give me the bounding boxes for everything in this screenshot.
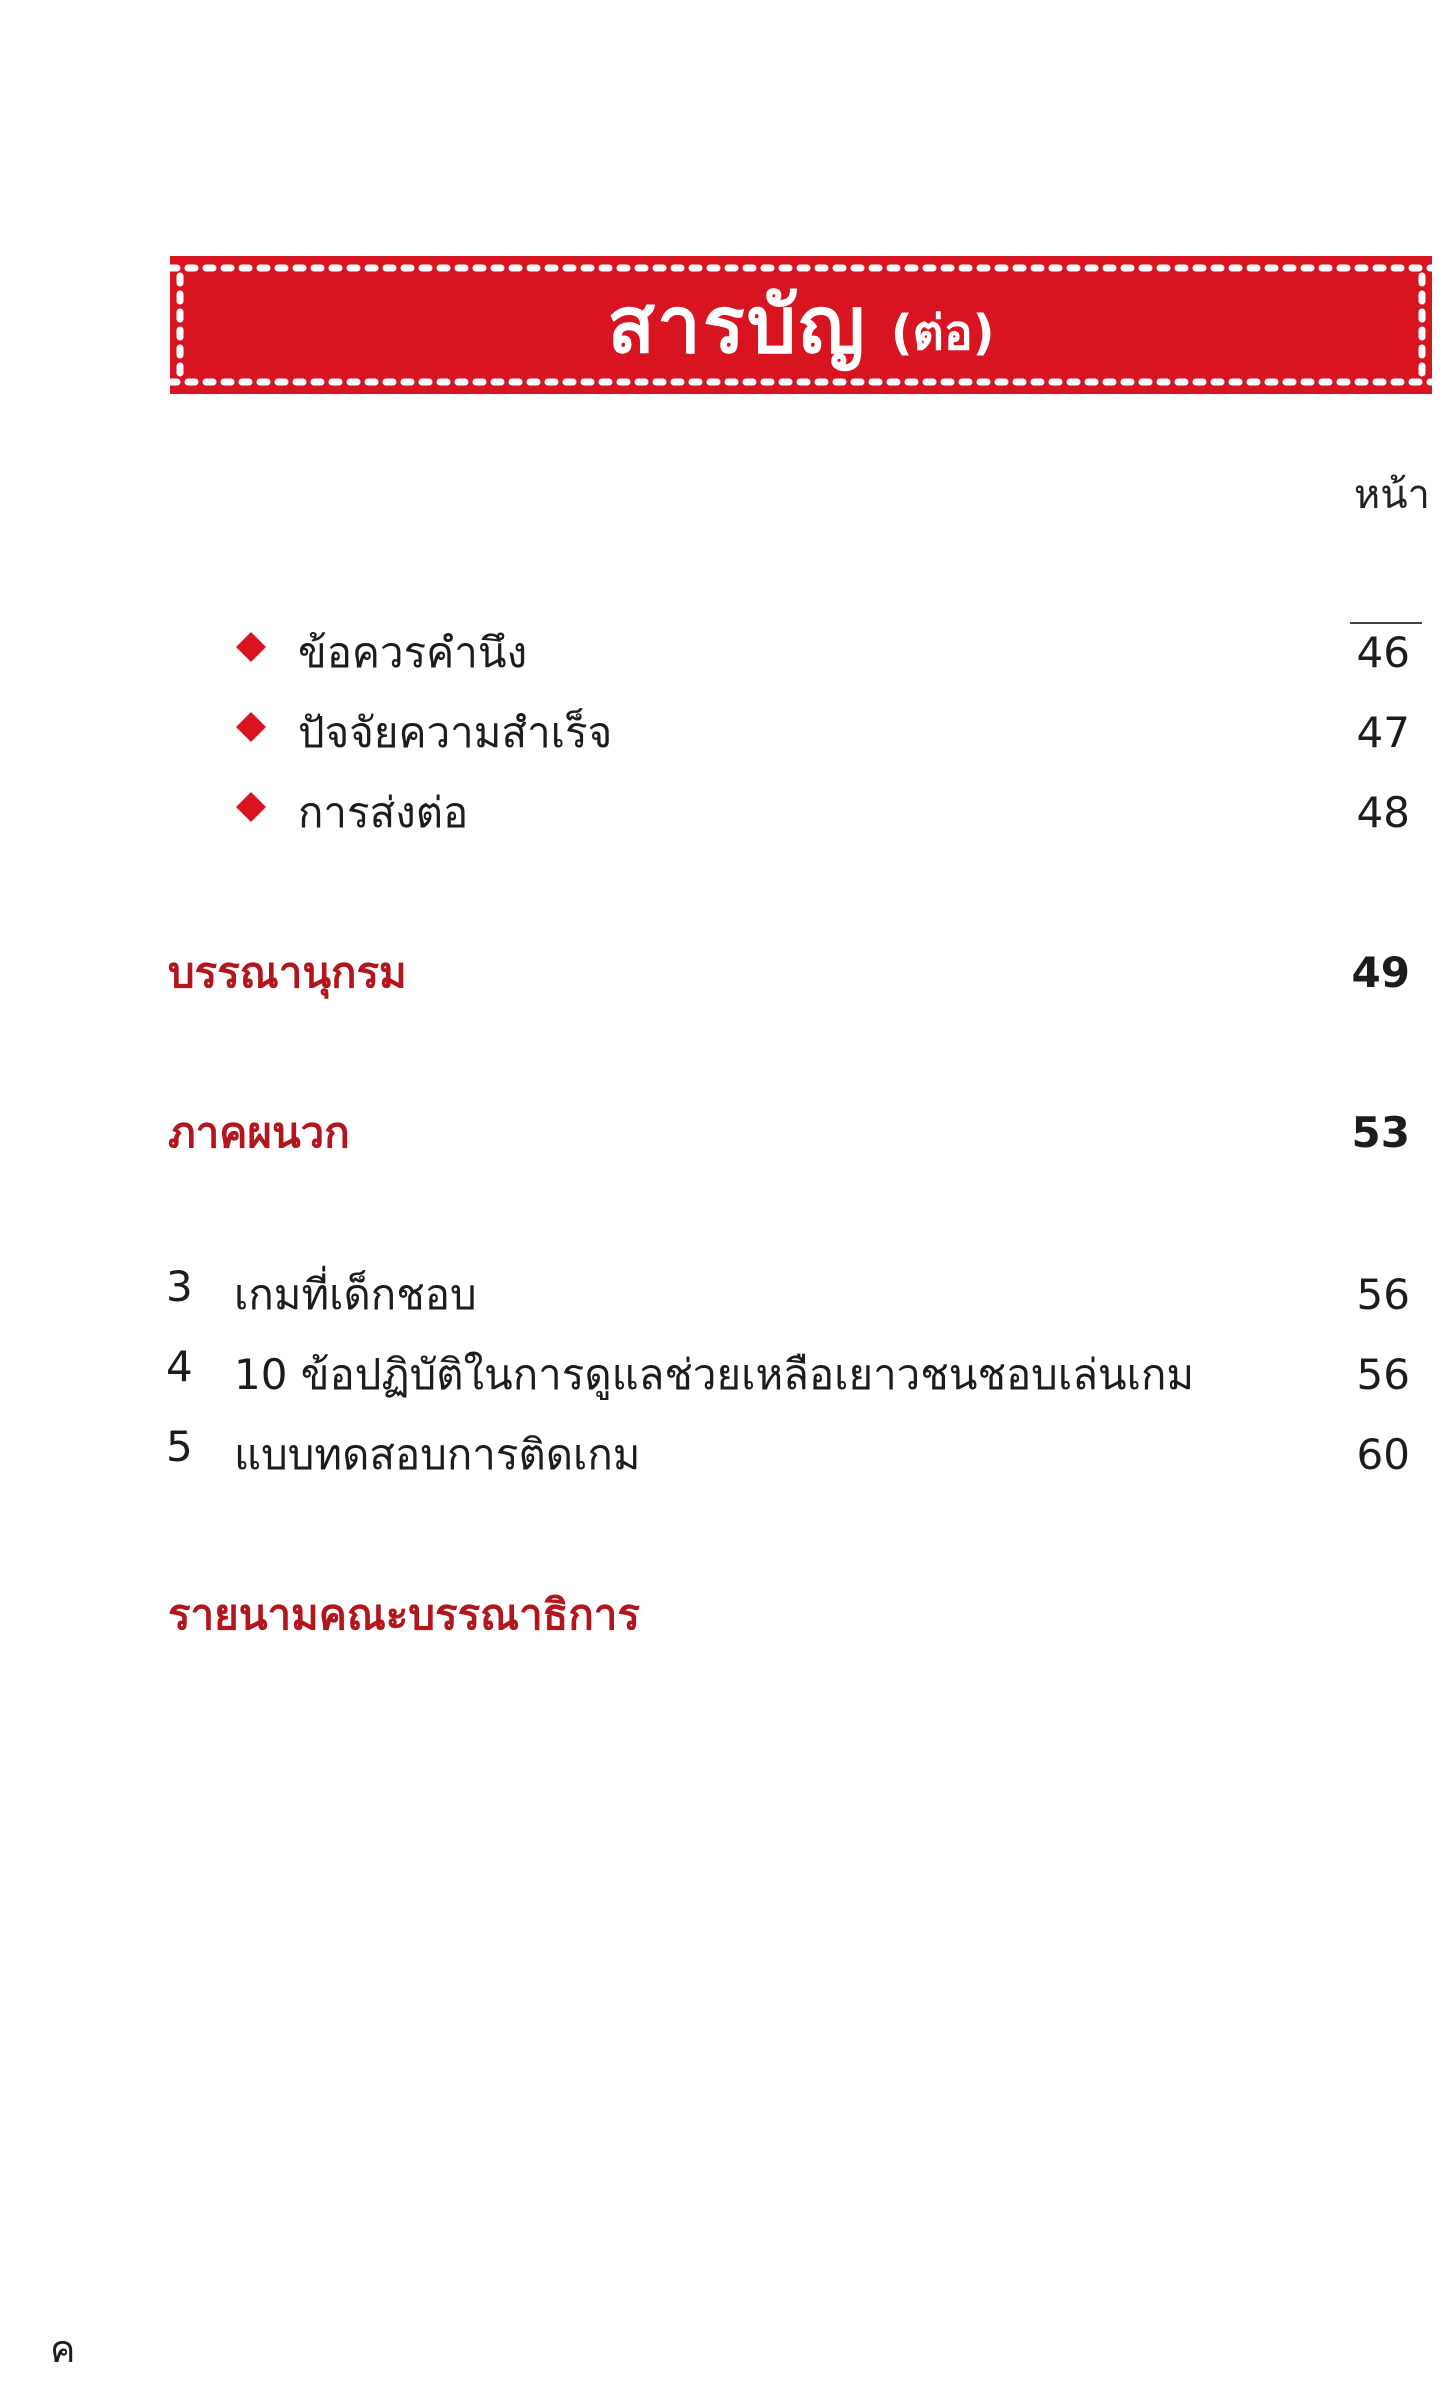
appendix-entry[interactable] [0, 1262, 1456, 1332]
toc-entry-label: ข้อควรคำนึง [298, 628, 528, 677]
banner-perforation-right [1416, 256, 1428, 394]
toc-entry-page: 46 [1356, 628, 1410, 677]
toc-entry[interactable] [0, 620, 1456, 690]
section-title: รายนามคณะบรรณาธิการ [168, 1590, 640, 1639]
toc-entry-page: 48 [1356, 788, 1410, 837]
appendix-entry[interactable] [0, 1422, 1456, 1492]
appendix-entry-number: 4 [166, 1342, 193, 1391]
toc-entry-label: การส่งต่อ [298, 788, 469, 837]
section-title: บรรณานุกรม [168, 948, 407, 997]
appendix-entry-number: 5 [166, 1422, 193, 1471]
appendix-entry-page: 60 [1356, 1430, 1410, 1479]
appendix-entry-page: 56 [1356, 1270, 1410, 1319]
page-folio: ค [50, 2327, 76, 2371]
appendix-entry[interactable] [0, 1342, 1456, 1412]
appendix-entry-label: 10 ข้อปฏิบัติในการดูแลช่วยเหลือเยาวชนชอบเล่นเกม [234, 1350, 1195, 1399]
appendix-entry-page: 56 [1356, 1350, 1410, 1399]
diamond-bullet-icon [236, 792, 266, 822]
toc-entry[interactable] [0, 780, 1456, 850]
toc-section-editors[interactable] [0, 1582, 1456, 1652]
toc-entry[interactable] [0, 700, 1456, 770]
toc-entry-label: ปัจจัยความสำเร็จ [298, 708, 613, 757]
toc-entry-page: 47 [1356, 708, 1410, 757]
section-page: 53 [1351, 1108, 1410, 1157]
banner-perforation-left [174, 256, 186, 394]
page-column-header: หน้า [1353, 472, 1430, 518]
toc-section-appendix[interactable] [0, 1100, 1456, 1170]
toc-section-bibliography[interactable] [0, 940, 1456, 1010]
toc-title: สารบัญ [607, 281, 867, 371]
toc-title-banner [170, 256, 1432, 394]
toc-title-continued: (ต่อ) [890, 305, 995, 361]
diamond-bullet-icon [236, 632, 266, 662]
section-title: ภาคผนวก [168, 1108, 350, 1157]
diamond-bullet-icon [236, 712, 266, 742]
appendix-entry-label: เกมที่เด็กชอบ [234, 1270, 477, 1319]
appendix-entry-label: แบบทดสอบการติดเกม [234, 1430, 641, 1479]
appendix-entry-number: 3 [166, 1262, 193, 1311]
section-page: 49 [1351, 948, 1410, 997]
